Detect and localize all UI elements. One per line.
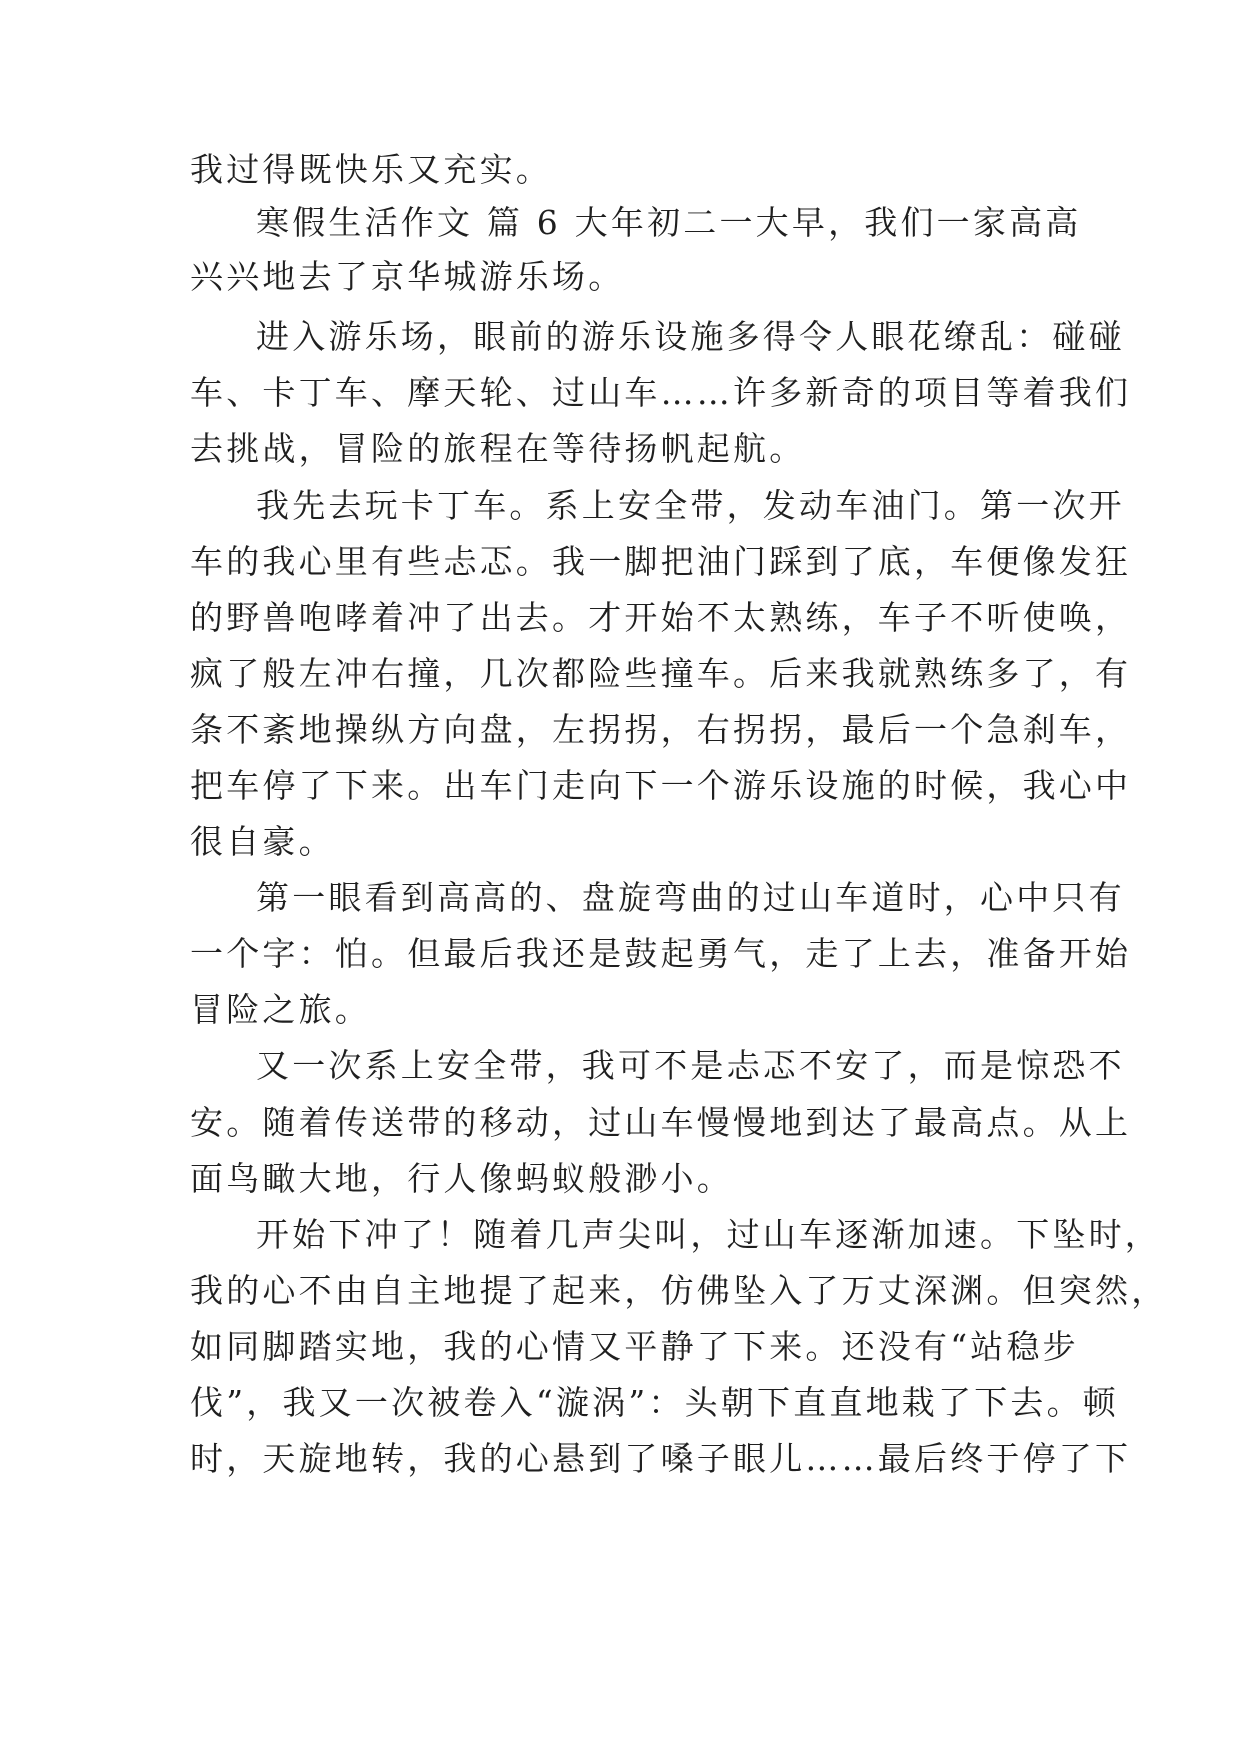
text-line: 我先去玩卡丁车。系上安全带，发动车油门。第一次开 — [256, 486, 1125, 525]
text-line: 安。随着传送带的移动，过山车慢慢地到达了最高点。从上 — [190, 1103, 1132, 1142]
text-line: 进入游乐场，眼前的游乐设施多得令人眼花缭乱：碰碰 — [256, 317, 1125, 356]
text-line: 一个字：怕。但最后我还是鼓起勇气，走了上去，准备开始 — [190, 934, 1132, 973]
text-line: 车、卡丁车、摩天轮、过山车……许多新奇的项目等着我们 — [190, 373, 1132, 412]
text-line: 开始下冲了！随着几声尖叫，过山车逐渐加速。下坠时， — [256, 1215, 1161, 1254]
text-line: 我的心不由自主地提了起来，仿佛坠入了万丈深渊。但突然， — [190, 1271, 1168, 1310]
text-line: 车的我心里有些忐忑。我一脚把油门踩到了底，车便像发狂 — [190, 542, 1132, 581]
text-line: 如同脚踏实地，我的心情又平静了下来。还没有“站稳步 — [190, 1327, 1079, 1366]
text-line: 的野兽咆哮着冲了出去。才开始不太熟练，车子不听使唤， — [190, 598, 1132, 637]
text-line: 去挑战，冒险的旅程在等待扬帆起航。 — [190, 429, 806, 468]
text-line: 我过得既快乐又充实。 — [190, 150, 552, 189]
text-line: 冒险之旅。 — [190, 990, 371, 1029]
text-line: 伐”，我又一次被卷入“漩涡”：头朝下直直地栽了下去。顿 — [190, 1383, 1120, 1422]
text-line: 面鸟瞰大地，行人像蚂蚁般渺小。 — [190, 1159, 733, 1198]
text-line: 把车停了下来。出车门走向下一个游乐设施的时候，我心中 — [190, 766, 1132, 805]
text-line: 寒假生活作文 篇 6 大年初二一大早，我们一家高高 — [256, 203, 1082, 242]
text-line: 又一次系上安全带，我可不是忐忑不安了，而是惊恐不 — [256, 1046, 1125, 1085]
text-line: 很自豪。 — [190, 822, 335, 861]
text-line: 兴兴地去了京华城游乐场。 — [190, 257, 625, 296]
text-line: 疯了般左冲右撞，几次都险些撞车。后来我就熟练多了，有 — [190, 654, 1132, 693]
text-line: 第一眼看到高高的、盘旋弯曲的过山车道时，心中只有 — [256, 878, 1125, 917]
text-line: 条不紊地操纵方向盘，左拐拐，右拐拐，最后一个急刹车， — [190, 710, 1132, 749]
text-line: 时，天旋地转，我的心悬到了嗓子眼儿……最后终于停了下 — [190, 1439, 1132, 1478]
